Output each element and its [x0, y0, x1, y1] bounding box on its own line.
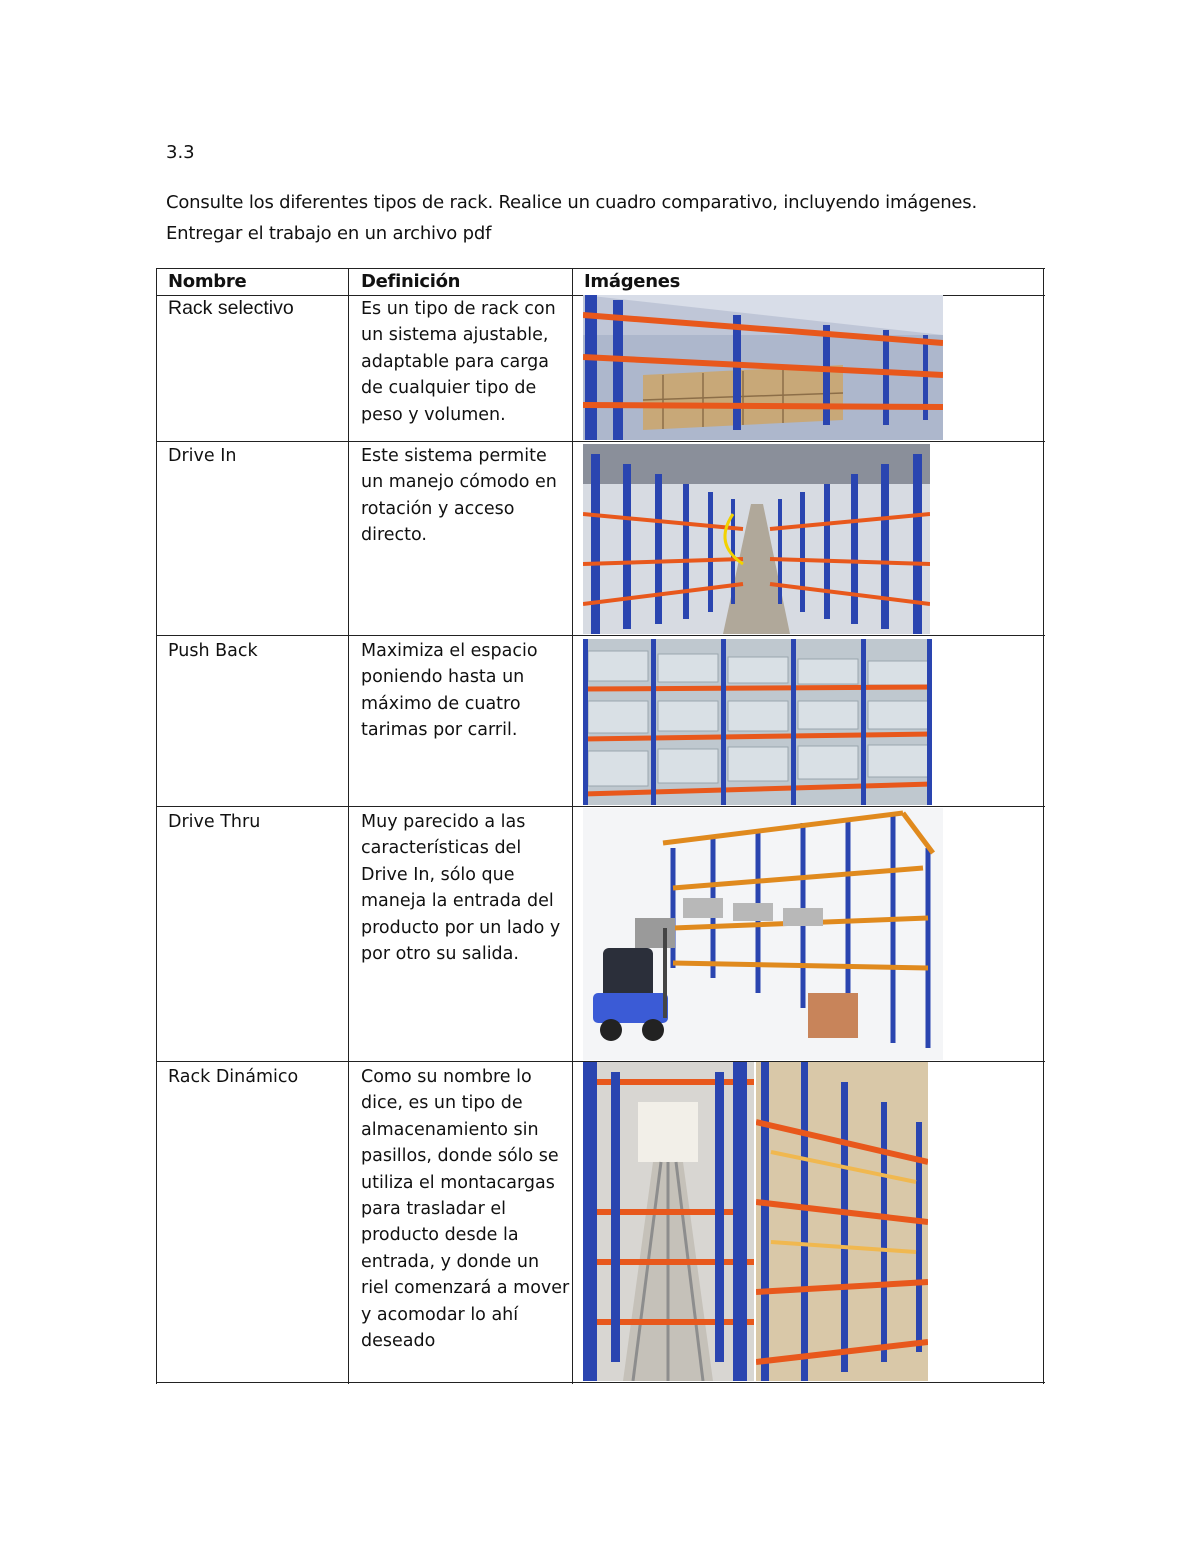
row-definition: Como su nombre lo dice, es un tipo de almacenamiento sin pasillos, donde sólo se utiliza el montacargas para trasladar el producto desde la entrada, y donde un riel comenzará a mover y acomodar lo ahí deseado [361, 1067, 570, 1352]
comparison-table [156, 268, 1045, 1384]
dynamic-rack-photo-2 [756, 1062, 928, 1381]
row-name: Rack Dinámico [168, 1067, 299, 1087]
header-definition: Definición [361, 271, 461, 292]
row-definition: Maximiza el espacio poniendo hasta un máximo de cuatro tarimas por carril. [361, 641, 538, 741]
table-rule [156, 441, 1045, 442]
table-rule [156, 635, 1045, 636]
drive-in-rack-photo [583, 444, 930, 634]
row-name: Drive In [168, 446, 237, 466]
table-rule [1043, 268, 1044, 1384]
table-rule [156, 1382, 1045, 1383]
header-images: Imágenes [584, 271, 681, 292]
row-name: Push Back [168, 641, 258, 661]
row-definition: Es un tipo de rack con un sistema ajustable, adaptable para carga de cualquier tipo de peso y volumen. [361, 299, 556, 425]
row-name: Rack selectivo [168, 297, 294, 319]
table-rule [348, 268, 349, 1384]
section-number: 3.3 [166, 142, 195, 163]
header-name: Nombre [168, 271, 247, 292]
drive-thru-rack-render [583, 808, 943, 1060]
dynamic-rack-photo-1 [583, 1062, 754, 1381]
instruction-line-1: Consulte los diferentes tipos de rack. Realice un cuadro comparativo, incluyendo imágenes. [166, 192, 978, 213]
row-definition: Este sistema permite un manejo cómodo en rotación y acceso directo. [361, 446, 557, 546]
table-rule [572, 268, 573, 1384]
table-rule [156, 268, 157, 1384]
row-name: Drive Thru [168, 812, 261, 832]
row-definition: Muy parecido a las características del Drive In, sólo que maneja la entrada del producto por un lado y por otro su salida. [361, 812, 561, 965]
selective-rack-photo [583, 295, 943, 440]
table-rule [156, 806, 1045, 807]
push-back-rack-photo [583, 639, 932, 805]
instruction-line-2: Entregar el trabajo en un archivo pdf [166, 223, 492, 244]
